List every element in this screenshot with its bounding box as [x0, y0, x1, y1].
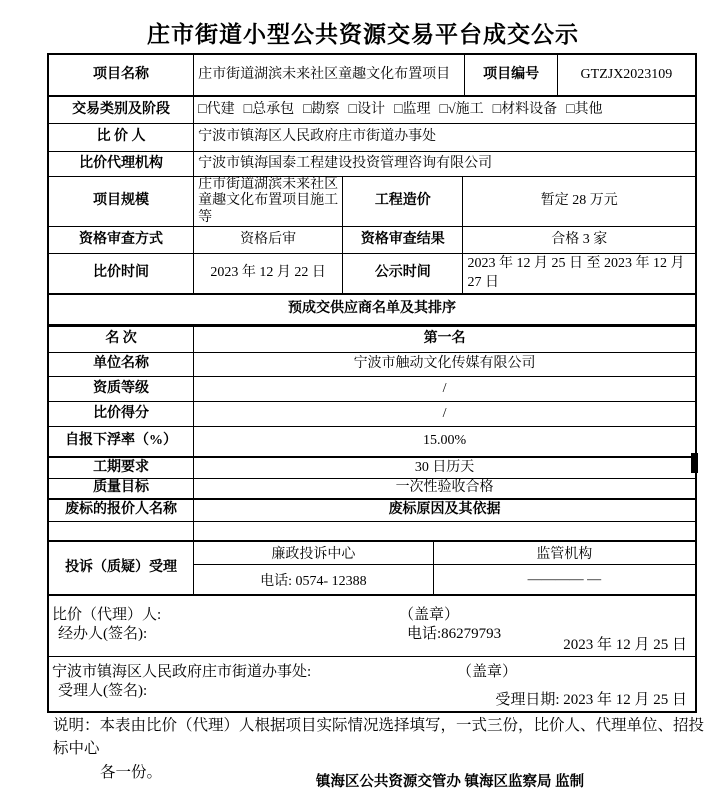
- duration-value: 30 日历天: [193, 458, 695, 478]
- qualification-method-value: 资格后审: [193, 227, 342, 253]
- score-label: 比价得分: [93, 405, 150, 421]
- bid-time-value: 2023 年 12 月 22 日: [193, 254, 342, 293]
- project-no-value: GTZJX2023109: [557, 55, 695, 95]
- handler-label: 经办人(签名):: [58, 626, 148, 642]
- discount-value: 15.00%: [193, 427, 695, 456]
- checkbox-option: □总承包: [243, 101, 295, 117]
- project-name-value: 庄市街道湖滨未来社区童趣文化布置项目: [193, 55, 464, 95]
- row-duration: [49, 456, 695, 478]
- rejected-name-value: [49, 522, 193, 540]
- agency-label: 比价代理机构: [79, 155, 164, 171]
- checkbox-option: □材料设备: [492, 101, 558, 117]
- row-rank: [49, 325, 695, 352]
- rejected-label: 废标的报价人名称: [65, 502, 178, 518]
- notes-line1: 说明：本表由比价（代理）人根据项目实际情况选择填写，一式三份，比价人、代理单位、招投标中心: [53, 717, 705, 758]
- row-rejected-header: [49, 498, 695, 521]
- row-score: [49, 401, 695, 426]
- checkbox-option: □监理: [394, 101, 431, 117]
- acceptor-label: 受理人(签名):: [58, 683, 148, 699]
- winner-section-title: 预成交供应商名单及其排序: [288, 301, 456, 317]
- row-agent-signoff: [49, 594, 695, 656]
- row-company: [49, 352, 695, 376]
- scale-value: 庄市街道湖滨未来社区童趣文化布置项目施工等: [193, 177, 342, 226]
- quality-value: 一次性验收合格: [193, 479, 695, 498]
- agent-seal-label: （盖章）: [399, 607, 460, 623]
- checkbox-option-checked: □√施工: [439, 101, 484, 117]
- project-name-label: 项目名称: [93, 66, 150, 82]
- complaint-label: 投诉（质疑）受理: [65, 559, 178, 575]
- score-value: /: [193, 402, 695, 426]
- supervisor-label: 监管机构: [434, 542, 695, 565]
- complaint-center: 廉政投诉中心: [194, 542, 433, 565]
- row-scale-cost: [49, 176, 695, 226]
- supervisor-col: [433, 542, 695, 594]
- grade-label: 资质等级: [93, 380, 150, 396]
- complaint-center-col: [193, 542, 433, 594]
- bidder-label: 比 价 人: [96, 129, 146, 145]
- row-project-name: [49, 55, 695, 95]
- discount-label: 自报下浮率（%）: [65, 433, 178, 449]
- duration-label: 工期要求: [93, 459, 150, 475]
- agent-label: 比价（代理）人:: [52, 607, 162, 623]
- qualification-result-value: 合格 3 家: [462, 227, 695, 253]
- qualification-method-label: 资格审查方式: [79, 231, 164, 247]
- row-bidder: [49, 123, 695, 151]
- complaint-phone: 电话: 0574- 12388: [260, 573, 367, 589]
- company-value: 宁波市触动文化传媒有限公司: [193, 353, 695, 376]
- row-rejected-empty: [49, 521, 695, 540]
- footer-supervision: 镇海区公共资源交管办 镇海区监察局 监制: [315, 774, 585, 790]
- row-agency: [49, 151, 695, 176]
- rejected-reason-label: 废标原因及其依据: [193, 500, 695, 521]
- office-label: 宁波市镇海区人民政府庄市街道办事处:: [52, 664, 312, 680]
- qualification-result-label: 资格审查结果: [342, 227, 462, 253]
- project-no-label: 项目编号: [464, 55, 556, 95]
- row-qualification: [49, 226, 695, 253]
- row-grade: [49, 376, 695, 401]
- row-discount: [49, 426, 695, 456]
- office-seal-label: （盖章）: [457, 664, 518, 680]
- rank-value: 第一名: [193, 327, 695, 352]
- accept-date: 受理日期: 2023 年 12 月 25 日: [495, 692, 687, 708]
- quality-label: 质量目标: [93, 480, 150, 496]
- bid-time-label: 比价时间: [93, 265, 150, 281]
- category-options: [193, 97, 695, 123]
- company-label: 单位名称: [93, 356, 150, 372]
- agent-phone: 电话:86279793: [407, 626, 502, 642]
- agency-value: 宁波市镇海国泰工程建设投资管理咨询有限公司: [193, 152, 695, 176]
- cost-label: 工程造价: [342, 177, 462, 226]
- publicity-time-label: 公示时间: [342, 254, 462, 293]
- row-office-signoff: [49, 656, 695, 711]
- agent-date: 2023 年 12 月 25 日: [563, 637, 687, 653]
- row-complaint: [49, 540, 695, 594]
- row-quality: [49, 478, 695, 498]
- form-table: [47, 53, 697, 713]
- checkbox-option: □勘察: [303, 101, 340, 117]
- rejected-reason-value: [193, 522, 695, 540]
- notes-line2: 各一份。: [100, 763, 163, 781]
- scale-label: 项目规模: [93, 193, 150, 209]
- row-category: [49, 95, 695, 123]
- cost-value: 暂定 28 万元: [462, 177, 695, 226]
- supervisor-value: ———— —: [527, 571, 602, 587]
- bidder-value: 宁波市镇海区人民政府庄市街道办事处: [193, 124, 695, 151]
- page-title: 庄市街道小型公共资源交易平台成交公示: [147, 22, 579, 47]
- scan-artifact: [691, 453, 698, 473]
- rank-label: 名 次: [105, 331, 137, 347]
- checkbox-option: □代建: [198, 101, 235, 117]
- checkbox-option: □其他: [566, 101, 603, 117]
- row-winner-section: [49, 293, 695, 325]
- grade-value: /: [193, 377, 695, 401]
- category-label: 交易类别及阶段: [72, 101, 171, 117]
- row-times: [49, 253, 695, 293]
- checkbox-option: □设计: [348, 101, 386, 117]
- publicity-time-value: 2023 年 12 月 25 日 至 2023 年 12 月 27 日: [462, 254, 695, 293]
